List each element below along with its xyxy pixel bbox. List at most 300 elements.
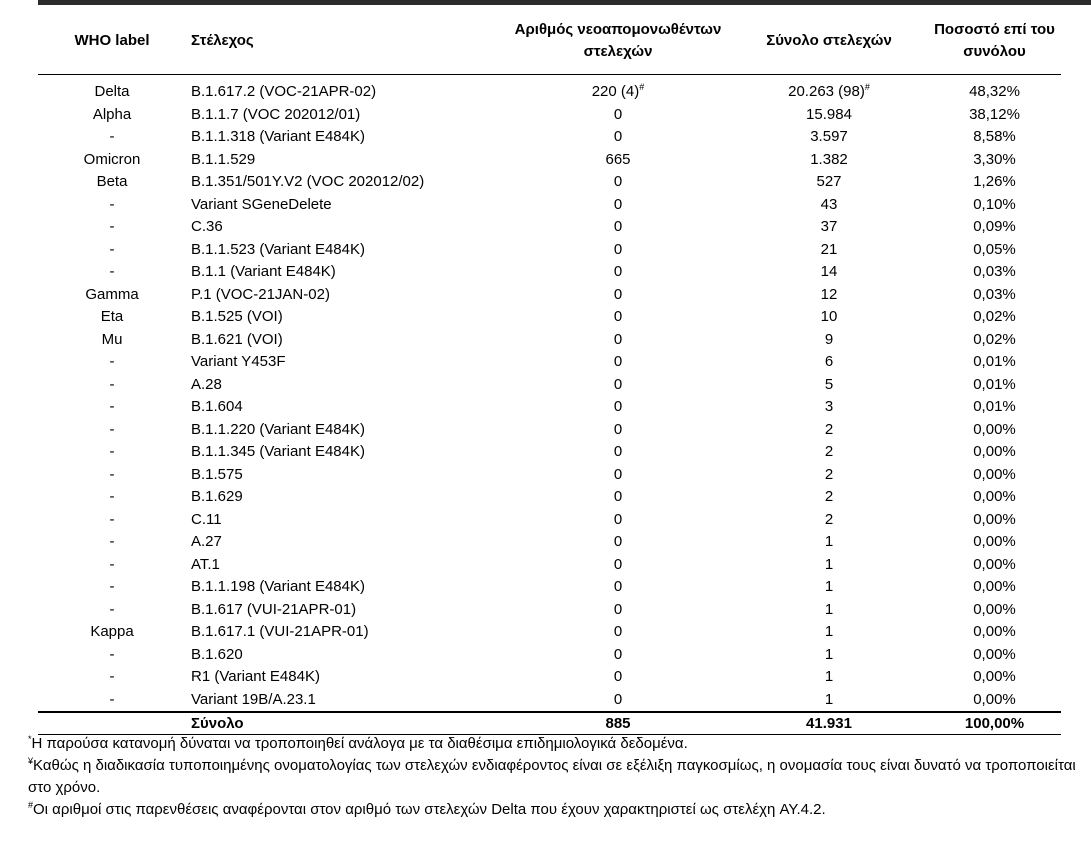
strain-cell <box>186 621 506 644</box>
strain-cell-value: R1 (Variant E484K) <box>191 668 320 685</box>
table-row <box>38 104 1061 127</box>
new-isolated-cell <box>506 306 730 329</box>
total-strains-cell <box>730 666 928 689</box>
new-isolated-cell-value: 0 <box>613 330 623 348</box>
total-strains-cell-value: 1 <box>824 690 834 708</box>
total-percent: 100,00% <box>928 712 1061 735</box>
new-isolated-cell-value: 0 <box>613 263 623 280</box>
strain-cell <box>186 81 506 104</box>
footnotes <box>28 733 1083 821</box>
who-label-cell-value: Delta <box>94 83 130 100</box>
table-row <box>38 239 1061 262</box>
footnote-mark: # <box>28 800 34 810</box>
footnote-mark: ¥ <box>28 756 34 766</box>
table-body <box>38 75 1061 713</box>
percent-cell-value: 0,00% <box>973 623 1016 640</box>
percent-cell-value: 0,03% <box>973 285 1016 303</box>
who-label-cell-value: - <box>109 398 115 415</box>
new-isolated-cell <box>506 689 730 713</box>
new-isolated-cell-value: 0 <box>613 555 623 573</box>
total-strains-cell <box>730 486 928 509</box>
table-row <box>38 351 1061 374</box>
percent-cell <box>928 171 1061 194</box>
new-isolated-cell <box>506 171 730 194</box>
who-label-cell-value: - <box>109 488 115 505</box>
percent-cell-value: 0,01% <box>973 353 1016 370</box>
total-strains-cell-value: 2 <box>824 465 834 483</box>
percent-cell <box>928 509 1061 532</box>
strain-cell <box>186 464 506 487</box>
new-isolated-cell <box>506 441 730 464</box>
new-isolated-cell-value: 0 <box>613 195 623 213</box>
who-label-cell <box>38 576 186 599</box>
total-strains-cell-value: 10 <box>820 308 838 325</box>
who-label-cell <box>38 81 186 104</box>
who-label-cell <box>38 486 186 509</box>
new-isolated-cell <box>506 576 730 599</box>
new-isolated-cell-value: 0 <box>613 488 623 505</box>
new-isolated-cell <box>506 261 730 284</box>
table-row <box>38 554 1061 577</box>
new-isolated-cell <box>506 81 730 104</box>
percent-cell-value: 0,09% <box>973 218 1016 235</box>
strain-cell <box>186 171 506 194</box>
who-label-cell-value: - <box>109 128 115 145</box>
total-strains: 41.931 <box>730 712 928 735</box>
strain-cell <box>186 441 506 464</box>
who-label-cell <box>38 419 186 442</box>
total-strains-cell <box>730 509 928 532</box>
strain-cell <box>186 644 506 667</box>
strain-cell <box>186 149 506 172</box>
who-label-cell <box>38 509 186 532</box>
percent-cell-value: 0,00% <box>973 690 1016 708</box>
total-strains-cell-value: 12 <box>820 285 838 303</box>
who-label-cell <box>38 149 186 172</box>
who-label-cell <box>38 599 186 622</box>
total-strains-cell-value: 43 <box>820 195 838 213</box>
total-strains-cell-value: 2 <box>824 488 834 505</box>
table-row <box>38 306 1061 329</box>
percent-cell <box>928 216 1061 239</box>
new-isolated-cell-value: 0 <box>613 690 623 708</box>
who-label-cell <box>38 554 186 577</box>
percent-cell <box>928 599 1061 622</box>
table-row <box>38 171 1061 194</box>
new-isolated-cell <box>506 486 730 509</box>
who-label-cell <box>38 194 186 217</box>
table-row <box>38 486 1061 509</box>
who-label-cell <box>38 216 186 239</box>
strain-cell-value: B.1.525 (VOI) <box>191 308 283 325</box>
strain-cell-value: B.1.1.7 (VOC 202012/01) <box>191 105 361 123</box>
who-label-cell <box>38 396 186 419</box>
percent-cell <box>928 351 1061 374</box>
percent-cell-value: 0,00% <box>973 488 1016 505</box>
new-isolated-cell <box>506 509 730 532</box>
total-strains-cell-value: 1 <box>824 578 834 595</box>
who-label-cell-value: - <box>109 218 115 235</box>
strain-cell <box>186 419 506 442</box>
total-strains-cell-value: 1 <box>824 533 834 550</box>
table-row <box>38 261 1061 284</box>
who-label-cell-value: - <box>109 600 115 618</box>
who-label-cell-value: Omicron <box>83 150 141 168</box>
who-label-cell <box>38 644 186 667</box>
percent-cell-value: 0,05% <box>973 240 1016 258</box>
strain-cell <box>186 599 506 622</box>
table-row <box>38 194 1061 217</box>
who-label-cell-value: - <box>109 420 115 438</box>
percent-cell <box>928 284 1061 307</box>
total-strains-cell <box>730 171 928 194</box>
who-label-cell <box>38 239 186 262</box>
percent-cell <box>928 239 1061 262</box>
who-label-cell-value: - <box>109 353 115 370</box>
total-strains-cell <box>730 306 928 329</box>
strain-cell <box>186 374 506 397</box>
who-label-cell-value: - <box>109 533 115 550</box>
strain-cell <box>186 666 506 689</box>
who-label-cell <box>38 374 186 397</box>
percent-cell <box>928 419 1061 442</box>
new-isolated-cell <box>506 194 730 217</box>
strain-cell-value: B.1.1.529 <box>191 150 256 168</box>
new-isolated-cell-value: 0 <box>613 398 623 415</box>
footnote-mark: * <box>28 734 32 744</box>
total-strains-cell-value: 2 <box>824 420 834 438</box>
new-isolated-cell <box>506 396 730 419</box>
new-isolated-cell-value: 0 <box>613 668 623 685</box>
strain-cell <box>186 194 506 217</box>
strains-table <box>38 8 1061 735</box>
table-row <box>38 531 1061 554</box>
table-row <box>38 666 1061 689</box>
new-isolated-cell-value: 0 <box>613 173 623 190</box>
total-who-cell <box>38 712 186 735</box>
table-row <box>38 81 1061 104</box>
total-strains-cell <box>730 599 928 622</box>
percent-cell <box>928 644 1061 667</box>
percent-cell-value: 0,00% <box>973 578 1016 595</box>
percent-cell <box>928 531 1061 554</box>
table-row <box>38 689 1061 713</box>
percent-cell-value: 0,00% <box>973 533 1016 550</box>
strain-cell-value: B.1.1 (Variant E484K) <box>191 263 336 280</box>
new-isolated-cell-value: 0 <box>613 375 623 393</box>
who-label-cell <box>38 126 186 149</box>
who-label-cell <box>38 621 186 644</box>
strain-cell-value: B.1.604 <box>191 398 243 415</box>
who-label-cell <box>38 531 186 554</box>
new-isolated-cell-value: 0 <box>613 128 623 145</box>
percent-cell <box>928 621 1061 644</box>
total-strains-cell <box>730 284 928 307</box>
percent-cell-value: 0,00% <box>973 555 1016 573</box>
total-strains-cell-value: 3 <box>824 398 834 415</box>
total-strains-cell-value: 3.597 <box>810 128 848 145</box>
footnote-text: Καθώς η διαδικασία τυποποιημένης ονοματολογίας των στελεχών ενδιαφέροντος είναι σε εξέλιξη παγκοσμίως, η ονομασία τους είναι δυνατό να τροποποιείται στο χρόνο. <box>28 757 1076 796</box>
who-label-cell-value: Beta <box>96 173 128 190</box>
strain-cell <box>186 554 506 577</box>
table-row <box>38 284 1061 307</box>
new-isolated-cell <box>506 239 730 262</box>
new-isolated-cell-value: 0 <box>613 465 623 483</box>
strain-cell <box>186 239 506 262</box>
strain-cell-value: C.11 <box>191 510 222 528</box>
footnote-mark: # <box>639 82 645 92</box>
percent-cell-value: 1,26% <box>973 173 1016 190</box>
strain-cell-value: B.1.620 <box>191 645 243 663</box>
total-strains-cell <box>730 194 928 217</box>
who-label-cell <box>38 351 186 374</box>
percent-cell <box>928 306 1061 329</box>
total-strains-cell <box>730 576 928 599</box>
percent-cell-value: 0,00% <box>973 510 1016 528</box>
total-strains-cell-value: 1 <box>824 645 834 663</box>
total-strains-cell-value: 1.382 <box>810 150 848 168</box>
percent-cell <box>928 464 1061 487</box>
total-strains-cell-value: 6 <box>824 353 834 370</box>
footnote <box>28 733 1083 755</box>
percent-cell <box>928 261 1061 284</box>
total-strains-cell <box>730 374 928 397</box>
percent-cell <box>928 554 1061 577</box>
strain-cell <box>186 509 506 532</box>
percent-cell-value: 0,02% <box>973 308 1016 325</box>
new-isolated-cell <box>506 419 730 442</box>
strain-cell-value: A.28 <box>191 375 222 393</box>
new-isolated-cell <box>506 104 730 127</box>
new-isolated-cell-value: 220 (4) <box>591 83 640 100</box>
footnote <box>28 799 1083 821</box>
new-isolated-cell-value: 0 <box>613 218 623 235</box>
new-isolated-cell-value: 0 <box>613 578 623 595</box>
table-row <box>38 126 1061 149</box>
who-label-cell <box>38 329 186 352</box>
total-strains-cell-value: 527 <box>816 173 842 190</box>
percent-cell-value: 3,30% <box>973 150 1016 168</box>
percent-cell <box>928 104 1061 127</box>
percent-cell <box>928 374 1061 397</box>
strain-cell-value: P.1 (VOC-21JAN-02) <box>191 285 330 303</box>
strain-cell-value: B.1.1.318 (Variant E484K) <box>191 128 365 145</box>
who-label-cell <box>38 464 186 487</box>
who-label-cell-value: - <box>109 195 115 213</box>
table-row <box>38 464 1061 487</box>
total-strains-cell <box>730 126 928 149</box>
total-strains-cell-value: 2 <box>824 443 834 460</box>
new-isolated-cell <box>506 666 730 689</box>
total-strains-cell <box>730 419 928 442</box>
who-label-cell <box>38 441 186 464</box>
total-strains-cell <box>730 554 928 577</box>
footnote-text: Οι αριθμοί στις παρενθέσεις αναφέρονται στον αριθμό των στελεχών Delta που έχουν χαρακτηριστεί ως στελέχη AY.4.2. <box>33 801 826 818</box>
total-strains-cell <box>730 689 928 713</box>
who-label-cell-value: Kappa <box>90 623 134 640</box>
strain-cell <box>186 531 506 554</box>
new-isolated-cell-value: 0 <box>613 308 623 325</box>
table-row <box>38 441 1061 464</box>
new-isolated-cell-value: 0 <box>613 285 623 303</box>
strain-cell <box>186 261 506 284</box>
new-isolated-cell-value: 0 <box>613 600 623 618</box>
new-isolated-cell <box>506 284 730 307</box>
who-label-cell <box>38 171 186 194</box>
who-label-cell-value: - <box>109 263 115 280</box>
strain-cell <box>186 306 506 329</box>
who-label-cell-value: - <box>109 668 115 685</box>
new-isolated-cell-value: 0 <box>613 443 623 460</box>
percent-cell-value: 0,00% <box>973 465 1016 483</box>
who-label-cell-value: - <box>109 510 115 528</box>
new-isolated-cell <box>506 464 730 487</box>
new-isolated-cell-value: 0 <box>613 533 623 550</box>
strain-cell <box>186 351 506 374</box>
header-percent: Ποσοστό επί του συνόλου <box>928 8 1061 75</box>
table-row <box>38 644 1061 667</box>
strain-cell-value: Variant SGeneDelete <box>191 195 332 213</box>
strain-cell <box>186 329 506 352</box>
total-strains-cell <box>730 81 928 104</box>
new-isolated-cell-value: 0 <box>613 353 623 370</box>
new-isolated-cell <box>506 621 730 644</box>
who-label-cell-value: - <box>109 645 115 663</box>
table-row <box>38 374 1061 397</box>
total-strains-cell-value: 14 <box>820 263 838 280</box>
percent-cell <box>928 486 1061 509</box>
total-strains-cell <box>730 261 928 284</box>
table-row <box>38 419 1061 442</box>
strain-cell <box>186 126 506 149</box>
new-isolated-cell <box>506 216 730 239</box>
new-isolated-cell <box>506 644 730 667</box>
strain-cell-value: B.1.1.198 (Variant E484K) <box>191 578 365 595</box>
strain-cell <box>186 104 506 127</box>
total-strains-cell-value: 5 <box>824 375 834 393</box>
percent-cell <box>928 666 1061 689</box>
total-strains-cell <box>730 329 928 352</box>
strain-cell <box>186 486 506 509</box>
total-strains-cell <box>730 104 928 127</box>
who-label-cell-value: - <box>109 690 115 708</box>
percent-cell-value: 8,58% <box>973 128 1016 145</box>
footnote-mark: # <box>864 82 870 92</box>
percent-cell-value: 0,00% <box>973 443 1016 460</box>
strain-cell-value: C.36 <box>191 218 223 235</box>
new-isolated-cell <box>506 329 730 352</box>
percent-cell-value: 0,10% <box>973 195 1016 213</box>
new-isolated-cell <box>506 374 730 397</box>
percent-cell-value: 0,00% <box>973 668 1016 685</box>
strain-cell-value: B.1.629 <box>191 488 243 505</box>
footnote-text: Η παρούσα κατανομή δύναται να τροποποιηθεί ανάλογα με τα διαθέσιμα επιδημιολογικά δεδομένα. <box>31 735 688 752</box>
strain-cell <box>186 576 506 599</box>
strain-cell-value: B.1.621 (VOI) <box>191 330 283 348</box>
total-strains-cell <box>730 464 928 487</box>
total-strains-cell <box>730 531 928 554</box>
who-label-cell-value: - <box>109 465 115 483</box>
new-isolated-cell-value: 0 <box>613 240 623 258</box>
total-strains-cell-value: 15.984 <box>806 105 852 123</box>
header-strain: Στέλεχος <box>186 8 506 75</box>
strain-cell-value: B.1.1.523 (Variant E484K) <box>191 240 365 258</box>
percent-cell-value: 0,00% <box>973 420 1016 438</box>
who-label-cell-value: Mu <box>101 330 123 348</box>
strain-cell-value: B.1.575 <box>191 465 243 483</box>
strain-cell-value: AT.1 <box>191 555 220 573</box>
percent-cell <box>928 396 1061 419</box>
who-label-cell <box>38 666 186 689</box>
table-header-row <box>38 8 1061 75</box>
percent-cell-value: 48,32% <box>969 83 1020 100</box>
table-row <box>38 396 1061 419</box>
total-strains-cell-value: 20.263 (98) <box>788 83 865 100</box>
new-isolated-cell-value: 665 <box>605 150 631 168</box>
total-strains-cell <box>730 149 928 172</box>
who-label-cell-value: Eta <box>100 308 124 325</box>
total-strains-cell <box>730 396 928 419</box>
total-strains-cell <box>730 621 928 644</box>
strain-cell-value: B.1.1.345 (Variant E484K) <box>191 443 365 460</box>
strain-cell-value: B.1.617.1 (VUI-21APR-01) <box>191 623 369 640</box>
header-who-label: WHO label <box>38 8 186 75</box>
strain-cell-value: B.1.617.2 (VOC-21APR-02) <box>191 83 377 100</box>
new-isolated-cell-value: 0 <box>613 420 623 438</box>
who-label-cell <box>38 306 186 329</box>
percent-cell <box>928 126 1061 149</box>
table-row <box>38 216 1061 239</box>
new-isolated-cell <box>506 599 730 622</box>
percent-cell <box>928 194 1061 217</box>
strain-cell-value: B.1.617 (VUI-21APR-01) <box>191 600 357 618</box>
total-strains-cell <box>730 216 928 239</box>
new-isolated-cell <box>506 351 730 374</box>
header-total-strains: Σύνολο στελεχών <box>730 8 928 75</box>
total-row <box>38 712 1061 735</box>
total-strains-cell <box>730 644 928 667</box>
new-isolated-cell <box>506 531 730 554</box>
footnote <box>28 755 1083 799</box>
top-rule <box>38 0 1091 5</box>
percent-cell <box>928 81 1061 104</box>
total-strains-cell-value: 1 <box>824 555 834 573</box>
percent-cell <box>928 576 1061 599</box>
table-row <box>38 329 1061 352</box>
percent-cell-value: 0,00% <box>973 600 1016 618</box>
header-new-isolated: Αριθμός νεοαπομονωθέντων στελεχών <box>506 8 730 75</box>
who-label-cell <box>38 284 186 307</box>
strain-cell-value: B.1.351/501Y.V2 (VOC 202012/02) <box>191 173 425 190</box>
percent-cell <box>928 689 1061 713</box>
new-isolated-cell-value: 0 <box>613 645 623 663</box>
percent-cell <box>928 149 1061 172</box>
table-row <box>38 576 1061 599</box>
total-strains-cell-value: 2 <box>824 510 834 528</box>
total-new-isolated: 885 <box>506 712 730 735</box>
table-row <box>38 599 1061 622</box>
percent-cell-value: 38,12% <box>969 105 1020 123</box>
percent-cell-value: 0,01% <box>973 398 1016 415</box>
strain-cell-value: Variant 19B/A.23.1 <box>191 690 316 708</box>
total-strains-cell-value: 1 <box>824 668 834 685</box>
who-label-cell-value: - <box>109 443 115 460</box>
percent-cell-value: 0,03% <box>973 263 1016 280</box>
who-label-cell-value: - <box>109 578 115 595</box>
who-label-cell-value: - <box>109 375 115 393</box>
who-label-cell-value: Alpha <box>92 105 132 123</box>
total-strains-cell-value: 21 <box>820 240 838 258</box>
